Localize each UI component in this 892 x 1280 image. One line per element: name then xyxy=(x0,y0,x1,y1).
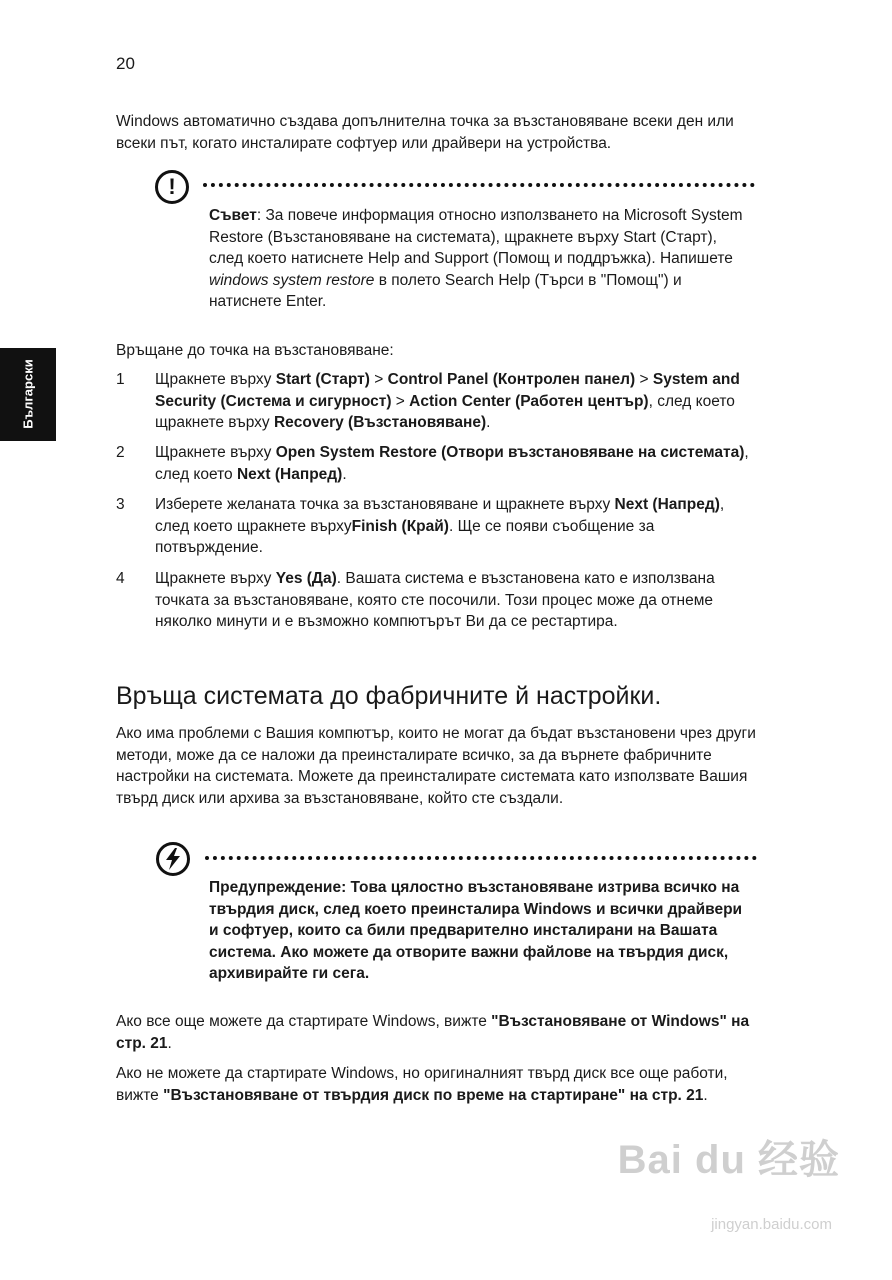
language-side-tab xyxy=(0,348,56,441)
lightning-glyph xyxy=(163,848,183,870)
page-ref-link[interactable]: "Възстановяване от твърдия диск по време на стартиране" на стр. 21 xyxy=(163,1086,704,1104)
warning-divider xyxy=(205,856,757,860)
step-number: 3 xyxy=(116,496,125,513)
watermark-logo: Bai du 经验 xyxy=(617,1138,840,1182)
factory-reset-paragraph: Ако има проблеми с Вашия компютър, които не могат да бъдат възстановени чрез други методи, може да се наложи да преинсталирате всичко, за да върнете фабричните настройки на системата. Можете да преинсталирате системата като използвате Вашия твърд диск или архива за възстановяване, който сте създали. xyxy=(116,725,756,807)
step-number: 4 xyxy=(116,570,125,587)
step-3-text: Изберете желаната точка за възстановяване и щракнете върху Next (Напред), след което щракнете върхуFinish (Край). Ще се появи съобщение за потвърждение. xyxy=(155,496,725,556)
step-2-text: Щракнете върху Open System Restore (Отвори възстановяване на системата), след което Next (Напред). xyxy=(155,444,749,483)
step-number: 2 xyxy=(116,444,125,461)
restore-intro: Връщане до точка на възстановяване: xyxy=(116,342,394,359)
step-4-text: Щракнете върху Yes (Да). Вашата система е възстановена като е използвана точката за възстановяване, която сте посочили. Този процес може да отнеме няколко минути и е възможно компютърът Ви да се рестартира. xyxy=(155,570,715,630)
lightning-warning-icon xyxy=(156,842,190,876)
page-ref-link[interactable]: "Възстановяване от Windows" на стр. 21 xyxy=(116,1013,750,1052)
step-number: 1 xyxy=(116,371,125,388)
exclamation-icon: ! xyxy=(155,170,189,204)
section-heading: Връща системата до фабричните й настройки. xyxy=(116,682,662,710)
tip-search-term: windows system restore xyxy=(209,271,375,289)
step-1-text: Щракнете върху Start (Старт) > Control Panel (Контролен панел) > System and Security (Система и сигурност) > Action Center (Работен център), след което щракнете върху Recovery (Възстановяване). xyxy=(155,371,740,431)
tip-divider xyxy=(203,183,755,187)
intro-paragraph: Windows автоматично създава допълнителна точка за възстановяване всеки ден или всеки път, когато инсталирате софтуер или драйвери на устройства. xyxy=(116,113,734,152)
page-number: 20 xyxy=(116,54,135,73)
watermark-url: jingyan.baidu.com xyxy=(711,1216,832,1233)
warning-note: Предупреждение: Това цялостно възстановяване изтрива всичко на твърдия диск, след което преинсталира Windows и всички драйвери и софтуер, които са били предварително инсталирани на Вашата система. Ако можете да отворите важни файлове на твърдия диск, архивирайте ги сега. xyxy=(209,879,743,982)
tip-note: Съвет: За повече информация относно използването на Microsoft System Restore (Възстановяване на системата), щракнете върху Start (Старт), след което натиснете Help and Support (Помощ и поддръжка). Напишете windows system restore в полето Search Help (Търси в "Помощ") и натиснете Enter. xyxy=(209,207,743,310)
disk-restore-paragraph: Ако не можете да стартирате Windows, но оригиналният твърд диск все още работи, вижте "Възстановяване от твърдия диск по време на стартиране" на стр. 21. xyxy=(116,1065,728,1104)
tip-label: Съвет xyxy=(209,207,257,224)
windows-restore-paragraph: Ако все още можете да стартирате Windows, вижте "Възстановяване от Windows" на стр. 21. xyxy=(116,1013,750,1052)
side-tab-label: Български xyxy=(20,359,36,429)
